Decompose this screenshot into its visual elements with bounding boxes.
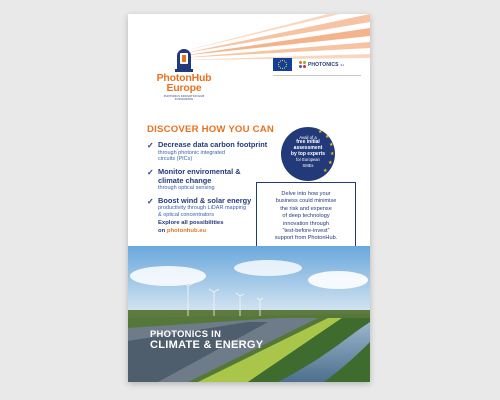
badge-main: by top experts: [290, 150, 326, 157]
badge-post: SMEs: [302, 162, 314, 168]
badge-main: assessment: [293, 144, 323, 151]
feature-description: & optical concentrators: [158, 212, 214, 219]
brand-tagline: [148, 95, 220, 101]
photonics21-logo[interactable]: [299, 59, 344, 70]
brand-name-line1: PhotonHub: [156, 72, 212, 84]
badge-text: [281, 135, 335, 169]
partners-caption-line: [273, 74, 363, 78]
checkmark-icon: ✓: [147, 196, 154, 206]
hero-title-line2: CLIMATE & ENERGY: [150, 339, 264, 351]
photonics-superscript: 21: [340, 62, 344, 67]
badge-main: free initial: [296, 139, 320, 145]
feature-title: Decrease data carbon footprint: [158, 140, 268, 149]
info-box-text: [257, 183, 355, 243]
info-line: Delve into how your: [281, 191, 331, 197]
star-icon: ★: [328, 160, 333, 166]
star-icon: ★: [318, 129, 323, 135]
checkmark-icon: ✓: [147, 168, 154, 178]
badge-post: for European: [296, 157, 320, 163]
info-line: of deep technology: [282, 213, 330, 220]
checkmark-icon: ✓: [147, 141, 154, 150]
brand-tagline-line2: FOR EUROPE: [174, 98, 194, 101]
star-icon: ★: [330, 151, 335, 157]
photonics-dots-icon: [299, 61, 306, 68]
photonhub-link[interactable]: photonhub.eu: [166, 227, 207, 234]
info-line: “test-before-invest”: [282, 228, 330, 235]
feature-description: through optical sensing: [158, 185, 215, 192]
badge-pre: Avail of a: [299, 135, 317, 140]
brand-name: [148, 73, 220, 93]
feature-description: productivity through LiDAR mapping: [158, 205, 247, 212]
assessment-badge: [281, 127, 335, 181]
hero-title-line1: PHOTONICS IN: [150, 328, 222, 339]
brand-tagline-line1: PHOTONICS INNOVATION HUB: [163, 95, 205, 98]
cta-line: Explore all possibilities: [158, 220, 224, 226]
hero-landscape-image: [128, 246, 370, 382]
info-line: the risk and expense: [280, 205, 332, 212]
feature-item: [147, 141, 277, 163]
feature-title: Boost wind & solar energy: [158, 195, 252, 205]
star-icon: ★: [325, 134, 330, 140]
info-line: business could minimise: [275, 198, 337, 205]
star-icon: ★: [323, 168, 328, 174]
lighthouse-icon: [171, 44, 197, 72]
eu-flag-icon: [273, 58, 292, 71]
feature-description: through photonic integrated: [158, 149, 225, 156]
cta-prefix: on: [158, 227, 167, 234]
star-icon: ★: [329, 142, 334, 148]
headline: DISCOVER HOW YOU CAN: [147, 124, 274, 135]
info-line: innovation through: [282, 220, 330, 227]
feature-title: Monitor enviromental &: [158, 167, 241, 177]
feature-title: climate change: [158, 175, 212, 185]
info-line: support from PhotonHub.: [274, 235, 338, 242]
feature-description: circuits (PICs): [158, 156, 193, 163]
brand-name-line2: Europe: [166, 82, 202, 94]
call-to-action: [158, 220, 268, 235]
photonics-label: PHOTONICS: [308, 61, 339, 68]
flyer-page: [128, 14, 370, 382]
cta-link-line: [158, 228, 268, 236]
hero-title: [150, 328, 263, 351]
